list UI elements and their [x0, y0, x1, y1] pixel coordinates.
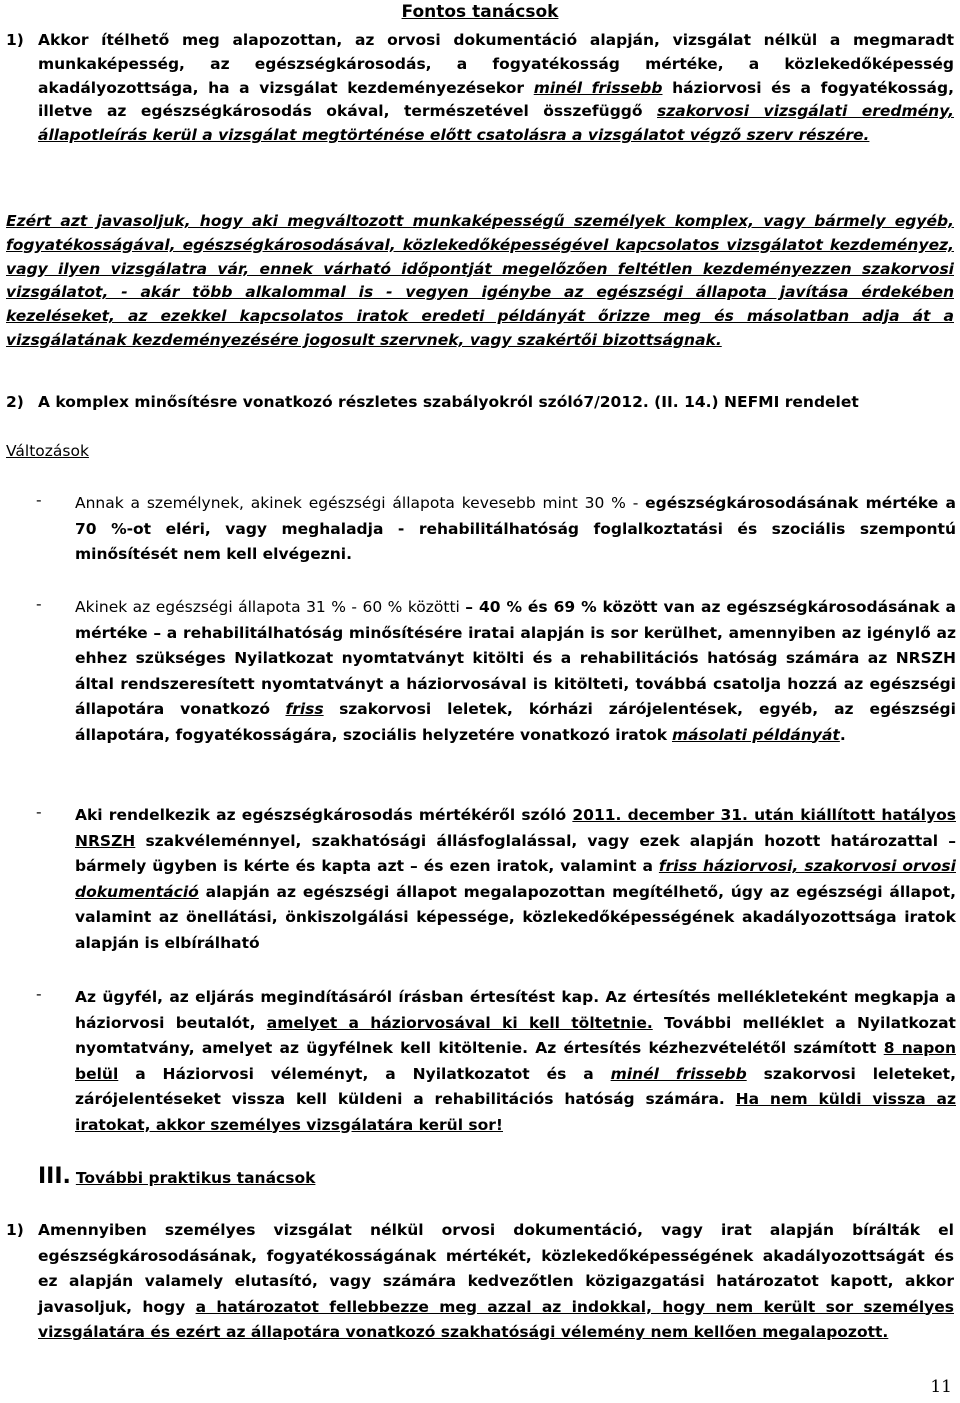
bullet-dash: -: [36, 595, 42, 613]
regulation-title: A komplex minősítésre vonatkozó részletes szabályokról szóló7/2012. (II. 14.) NEFMI rendelet: [38, 393, 859, 411]
bullet-3-text-b: 2011. december 31. után kiállított hatályos NRSZH: [75, 806, 956, 850]
bullet-2: [75, 595, 956, 748]
paragraph-1: [38, 29, 954, 148]
bullet-1-text-b: egészségkárosodásának mértéke a 70 %-ot eléri, vagy meghaladja - rehabilitálhatóság foglalkoztatási és szociális szempontú minősítését nem kell elvégezni.: [75, 494, 956, 563]
p1-text-d: szakorvosi vizsgálati eredmény, állapotleírás kerül a vizsgálat megtörténése előtt csatolásra a vizsgálatot végző szerv részére.: [38, 102, 954, 145]
p1-text-b: minél frissebb: [533, 78, 663, 97]
changes-heading: Változások: [6, 442, 89, 460]
paragraph-number: 2): [6, 393, 24, 411]
bullet-3-text-e: alapján az egészségi állapot megalapozottan megítélhető, úgy az egészségi állapot, valamint az önellátási, önkiszolgálási képessége, közlekedőképességének akadályozottsága iratok alapján is elbírálható: [75, 882, 956, 952]
paragraph-number: 1): [6, 31, 24, 49]
bullet-4-text-a: Az ügyfél, az eljárás megindításáról írásban értesítést kap. Az értesítés mellékleteként megkapja a háziorvosi beutalót,: [75, 988, 956, 1032]
bullet-4-text-d: 8 napon belül: [75, 1039, 956, 1083]
section-roman-numeral: III.: [38, 1164, 71, 1189]
bullet-2-text-a: Akinek az egészségi állapota 31 % - 60 % közötti: [75, 598, 460, 616]
section-3-heading: [38, 1164, 315, 1189]
bullet-dash: -: [36, 985, 42, 1003]
bullet-2-text-e: másolati példányát: [671, 725, 840, 744]
bullet-4-text-e: a Háziorvosi véleményt, a Nyilatkozatot és a: [135, 1064, 594, 1083]
bullet-2-text-c: friss: [285, 700, 324, 718]
advice-paragraph: Ezért azt javasoljuk, hogy aki megváltozott munkaképességű személyek komplex, vagy bármely egyéb, fogyatékosságával, egészségkárosodásával, közlekedőképességével kapcsolatos vizsgálatot kezdeményez, vagy ilyen vizsgálatra vár, ennek várható időpontját megelőzően feltétlen kezdeményezzen szakorvosi vizsgálatot, - akár több alkalommal is - vegyen igénybe az egészségi állapota javítása érdekében kezeléseket, az ezekkel kapcsolatos iratok eredeti példányát őrizze meg és másolatban adja át a vizsgálatának kezdeményezésére jogosult szervnek, vagy szakértői bizottságnak.: [6, 212, 954, 349]
paragraph-3: [38, 1218, 954, 1346]
p3-text-a: Amennyiben személyes vizsgálat nélkül orvosi dokumentáció, vagy irat alapján bírálták el egészségkárosodásának, fogyatékosságának mértékét, közlekedőképességének akadályozottságát és ez alapján valamely elutasító, vagy számára kedvezőtlen közigazgatási határozatot kapott, akkor javasoljuk, hogy: [38, 1221, 954, 1316]
bullet-4-text-f: minél frissebb: [610, 1064, 747, 1083]
bullet-3-text-c: szakvéleménnyel, szakhatósági állásfoglalással, vagy ezek alapján hozott határozattal – bármely ügyben is kérte és kapta azt – és ezen iratok, valamint a: [75, 831, 956, 875]
bullet-2-text-f: .: [839, 725, 846, 744]
paragraph-number: 1): [6, 1221, 24, 1239]
bullet-dash: -: [36, 491, 42, 509]
p1-text-c: háziorvosi és a fogyatékosság, illetve az egészségkárosodás okával, természetével összefüggő: [38, 78, 954, 121]
page-number: 11: [930, 1377, 952, 1397]
bullet-1-text-a: Annak a személynek, akinek egészségi állapota kevesebb mint 30 % -: [75, 494, 639, 512]
bullet-4-text-c: További melléklet a Nyilatkozat nyomtatvány, amelyet az ügyfélnek kell kitöltenie. Az értesítés kézhezvételétől számított: [75, 1013, 956, 1057]
bullet-3: [75, 803, 956, 956]
bullet-dash: -: [36, 803, 42, 821]
bullet-4-text-g: szakorvosi leleteket, zárójelentéseket vissza kell küldeni a rehabilitációs hatóság számára.: [75, 1064, 956, 1108]
bullet-2-text-b: – 40 % és 69 % között van az egészségkárosodásának a mértéke – a rehabilitálhatóság minősítésére iratai alapján is sor kerülhet, amennyiben az igénylő az ehhez szükséges Nyilatkozat nyomtatványt kitölti és a rehabilitációs hatóság számára az NRSZH által rendszeresített nyomtatványt a háziorvosával is kitölteti, továbbá csatolja hozzá az egészségi állapotára vonatkozó: [75, 598, 956, 718]
p3-text-b: a határozatot fellebbezze meg azzal az indokkal, hogy nem került sor személyes vizsgálatára és ezért az állapotára vonatkozó szakhatósági vélemény nem kellően megalapozott.: [38, 1297, 954, 1341]
bullet-4-text-b: amelyet a háziorvosával ki kell töltetnie.: [266, 1013, 653, 1032]
section-3-title: További praktikus tanácsok: [75, 1169, 316, 1187]
bullet-4: [75, 985, 956, 1138]
bullet-3-text-a: Aki rendelkezik az egészségkárosodás mértékéről szóló: [75, 806, 567, 824]
page-title: Fontos tanácsok: [401, 2, 559, 22]
bullet-4-text-h: Ha nem küldi vissza az iratokat, akkor személyes vizsgálatára kerül sor!: [75, 1090, 956, 1134]
bullet-3-text-d: friss háziorvosi, szakorvosi orvosi dokumentáció: [75, 857, 956, 901]
bullet-1: [75, 491, 956, 568]
p1-text-a: Akkor ítélhető meg alapozottan, az orvosi dokumentáció alapján, vizsgálat nélkül a megmaradt munkaképesség, az egészségkárosodás, a fogyatékosság mértéke, a közlekedőképesség akadályozottsága, ha a vizsgálat kezdeményezésekor: [38, 31, 954, 97]
bullet-2-text-d: szakorvosi leletek, kórházi zárójelentések, egyéb, az egészségi állapotára, fogyatékosságára, szociális helyzetére vonatkozó iratok: [75, 700, 956, 744]
